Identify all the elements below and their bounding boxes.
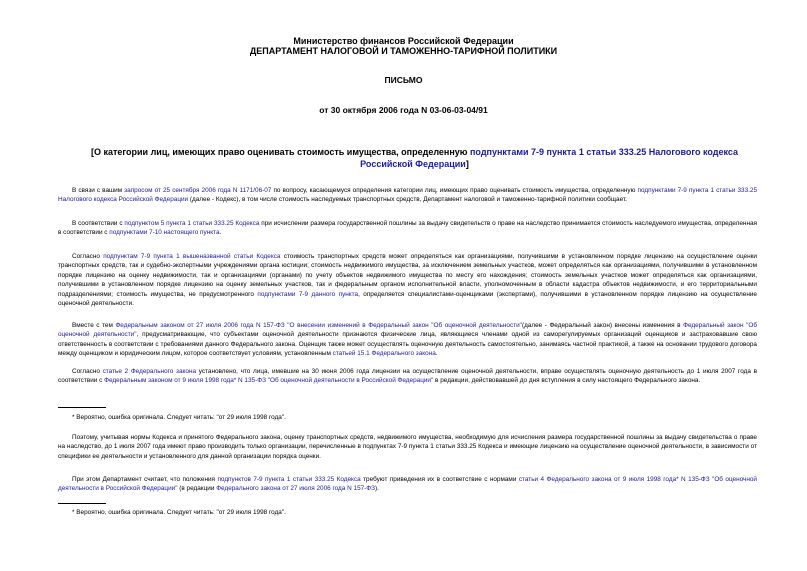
p3-text-3: , определяется специалистами-оценщиками (экспертами), получившими в установленном порядке лицензию на осуществление оценочной деятельности. xyxy=(58,290,757,308)
footnote-divider-2 xyxy=(58,503,106,504)
p5-text-3: в редакции, действовавшей до дня вступления в силу настоящего Федерального закона. xyxy=(433,377,701,385)
footnote-1: * Вероятно, ошибка оригинала. Следует читать: "от 29 июля 1998 года". xyxy=(72,414,286,421)
p4-text-4: . xyxy=(435,350,438,358)
p4-link-article-15-1[interactable]: статьей 15.1 Федерального закона xyxy=(332,350,436,358)
p5-text-2: установлено, что лица, имевшие на 30 июня 2006 года лицензии на осуществление оценочной деятельности, вправе осуществлять оценочную деятельность до 1 июля 2007 года в соответствии с xyxy=(58,368,757,385)
p3-link-data-point[interactable]: подпунктами 7-9 данного пункта xyxy=(257,290,359,298)
p7-text-2: требуют приведения их в соответствие с нормами xyxy=(360,476,519,483)
subject-close: ] xyxy=(465,159,469,169)
p3-link-subpoints[interactable]: подпунктам 7-9 пункта 1 вышеназванной статьи Кодекса xyxy=(103,253,281,260)
document-type: ПИСЬМО xyxy=(384,75,423,85)
paragraph-6 xyxy=(58,433,757,461)
p4-text-3: , предусматривающие, что субъектами оценочной деятельности признаются физические лица, являющиеся членами одной из саморегулируемых организаций оценщиков и застраховавшие свою ответственность в соответствии с требованиями данного Федерального закона. Оценщик также может осуществлять оценочную деятельность самостоятельно, занимаясь частной практикой, а также на основании трудового договора между оценщиком и юридическим лицом, которое соответствует условиям, установленным xyxy=(58,331,757,358)
p1-link-code[interactable]: подпунктами 7-9 пункта 1 статьи 333.25 Налогового кодекса Российской Федерации xyxy=(58,187,758,204)
p5-link-law-135[interactable]: Федеральным законом от 9 июля 1998 года* N 135-ФЗ "Об оценочной деятельности в Российской Федерации" xyxy=(104,377,434,385)
document-date-number: от 30 октября 2006 года N 03-06-03-04/91 xyxy=(319,105,488,115)
p1-text-1: В связи с вашим xyxy=(72,187,125,194)
p5-text-1: Согласно xyxy=(72,368,103,375)
p7-text-3: (в редакции xyxy=(177,485,217,493)
p3-text-1: Согласно xyxy=(72,253,104,260)
document-subject xyxy=(72,146,757,170)
p1-text-2: по вопросу, касающемуся определения категории лиц, имеющих право оценивать стоимость имущества, определенную xyxy=(271,187,638,194)
p5-link-article-2[interactable]: статье 2 Федерального закона xyxy=(102,368,197,375)
paragraph-7 xyxy=(58,475,757,494)
p2-link-subpoints[interactable]: подпунктами 7-10 настоящего пункта xyxy=(109,229,220,237)
subject-text: [О категории лиц, имеющих право оценивать стоимость имущества, определенную xyxy=(90,147,470,157)
footnote-divider-1 xyxy=(58,407,106,408)
p7-link-article-4[interactable]: статьи 4 Федерального закона от 9 июля 1998 года* N 135-ФЗ "Об оценочной деятельности в Российской Федерации" xyxy=(58,476,758,493)
p4-text-2: (далее - Федеральный закон) внесены изменения в xyxy=(521,322,684,329)
p7-link-law-157[interactable]: Федерального закона от 27 июля 2006 года N 157-ФЗ xyxy=(216,485,376,493)
p4-link-valuation-law[interactable]: Федеральный закон "Об оценочной деятельности" xyxy=(58,322,757,339)
paragraph-3 xyxy=(58,252,757,308)
p2-text-3: . xyxy=(219,229,222,237)
department-name: ДЕПАРТАМЕНТ НАЛОГОВОЙ И ТАМОЖЕННО-ТАРИФНОЙ ПОЛИТИКИ xyxy=(249,46,558,56)
p4-link-law-157[interactable]: Федеральным законом от 27 июля 2006 года N 157-ФЗ "О внесении изменений в Федеральный закон "Об оценочной деятельности" xyxy=(115,322,522,329)
p2-link-subpoint5[interactable]: подпунктом 5 пункта 1 статьи 333.25 Кодекса xyxy=(124,220,260,227)
p2-text-1: В соответствии с xyxy=(72,220,125,227)
footnote-2: * Вероятно, ошибка оригинала. Следует читать: "от 29 июля 1998 года". xyxy=(72,509,286,516)
p3-text-2: стоимость транспортных средств может определяться как организациями, получившими в установленном порядке лицензию на осуществление оценки транспортных средств, так и судебно-экспертными учреждениями органа юстиции; стоимость недвижимого имущества, за исключением земельных участков, может определяться как организациями, получившими в установленном порядке лицензию на оценку недвижимости, так и организациями (органами) по учету объектов недвижимого имущества по месту его нахождения; стоимость земельных участков может определяться как организациями, получившими в установленном порядке лицензию на оценку земельных участков, так и федеральным органом исполнительной власти, уполномоченным в области кадастра объектов недвижимости, и его территориальными подразделениями; стоимость имущества, не предусмотренного xyxy=(58,253,757,298)
p7-text-4: ). xyxy=(375,485,379,493)
p7-link-subpoints[interactable]: подпунктов 7-9 пункта 1 статьи 333.25 Кодекса xyxy=(217,476,361,483)
p7-text-1: При этом Департамент считает, что положения xyxy=(72,476,218,483)
p1-text-3: (далее - Кодекс), в том числе стоимость наследуемых транспортных средств, Департамент налоговой и таможенно-тарифной политики сообщает. xyxy=(188,196,627,204)
paragraph-2 xyxy=(58,219,757,238)
subject-link[interactable]: подпунктами 7-9 пункта 1 статьи 333.25 Налогового кодекса Российской Федерации xyxy=(360,147,739,169)
ministry-name: Министерство финансов Российской Федерации xyxy=(293,36,514,46)
paragraph-1 xyxy=(58,186,757,205)
p2-text-2: при исчислении размера государственной пошлины за выдачу свидетельств о праве на наследство принимается стоимость наследуемого имущества, определенная в соответствии с xyxy=(58,220,757,237)
p4-text-1: Вместе с тем xyxy=(72,322,116,329)
p1-link-request[interactable]: запросом от 25 сентября 2006 года N 1171/06-07 xyxy=(124,187,272,194)
paragraph-4 xyxy=(58,321,757,359)
paragraph-5 xyxy=(58,367,757,386)
p6-text-1: Поэтому, учитывая нормы Кодекса и принятого Федерального закона, оценку транспортных средств, недвижимого имущества, необходимую для исчисления размера государственной пошлины за выдачу свидетельства о праве на наследство, до 1 июля 2007 года имеют право производить только организации, перечисленные в подпунктах 7-9 пункта 1 статьи 333.25 Кодекса и имеющие лицензию на осуществление оценочной деятельности, в зависимости от специфики ее деятельности и установленного для данной организации порядка оценки. xyxy=(58,434,757,460)
